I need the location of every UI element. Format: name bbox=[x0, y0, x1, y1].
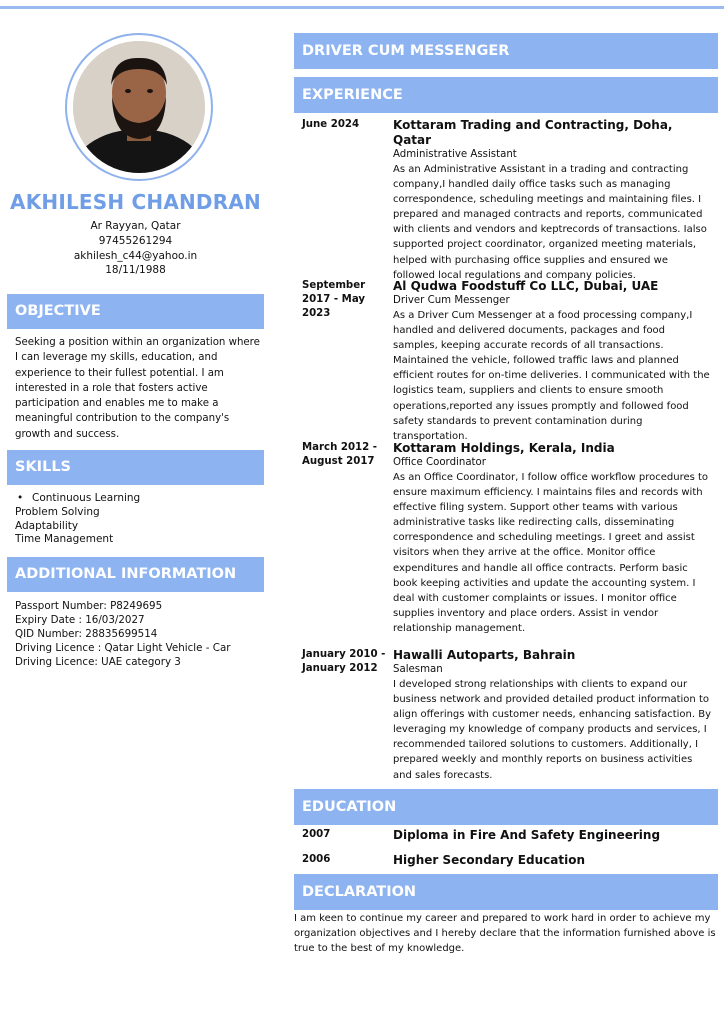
skill-item: Problem Solving bbox=[15, 505, 100, 518]
job-date: March 2012 - August 2017 bbox=[302, 442, 378, 467]
person-portrait-icon bbox=[73, 41, 205, 173]
declaration-text: I am keen to continue my career and prepared to work hard in order to achieve my organization objectives and I hereby declare that the information furnished above is true to the best of my knowledge. bbox=[294, 913, 716, 954]
contact-block bbox=[7, 219, 264, 278]
candidate-name: AKHILESH CHANDRAN bbox=[10, 190, 261, 214]
job-body bbox=[393, 279, 711, 444]
skills-heading: SKILLS bbox=[7, 450, 264, 485]
job-role: Office Coordinator bbox=[393, 457, 486, 468]
job-body bbox=[393, 648, 711, 783]
job-title-heading: DRIVER CUM MESSENGER bbox=[294, 33, 718, 69]
driving-licence-qatar: Driving Licence : Qatar Light Vehicle - Car bbox=[15, 641, 231, 654]
job-body bbox=[393, 441, 711, 636]
job-company: Al Qudwa Foodstuff Co LLC, Dubai, UAE bbox=[393, 279, 659, 293]
education-title: Diploma in Fire And Safety Engineering bbox=[393, 828, 661, 842]
passport-number: Passport Number: P8249695 bbox=[15, 600, 163, 612]
profile-photo-frame bbox=[65, 33, 213, 181]
skills-list bbox=[15, 492, 140, 547]
education-heading: EDUCATION bbox=[294, 789, 718, 825]
top-border-line bbox=[0, 6, 724, 9]
job-date: June 2024 bbox=[302, 119, 360, 130]
driving-licence-uae: Driving Licence: UAE category 3 bbox=[15, 655, 181, 668]
passport-expiry: Expiry Date : 16/03/2027 bbox=[15, 613, 145, 626]
job-description: As an Office Coordinator, I follow office workflow procedures to ensure maximum efficiency. I maintains files and records with effective filing system. Support other teams with various administrative tasks like redirecting calls, disseminating correspondence and scheduling meetings. I greet and assist visitors when they arrive at the office. Monitor office expenditures and handle all office contracts. Perform basic book keeping activities and update the accounting system. I deal with customer complaints or issues. I monitor office supplies inventory and place orders. Assist in vendor relationship management. bbox=[393, 472, 709, 634]
additional-info-heading: ADDITIONAL INFORMATION bbox=[7, 557, 264, 592]
job-body bbox=[393, 118, 711, 283]
job-date: September 2017 - May 2023 bbox=[302, 280, 366, 319]
declaration-heading: DECLARATION bbox=[294, 874, 718, 910]
objective-heading: OBJECTIVE bbox=[7, 294, 264, 329]
skill-item: Time Management bbox=[15, 533, 114, 546]
job-company: Kottaram Holdings, Kerala, India bbox=[393, 441, 615, 455]
job-role: Administrative Assistant bbox=[393, 149, 517, 160]
job-description: I developed strong relationships with clients to expand our business network and provided detailed product information to align offerings with customer needs, enhancing satisfaction. By leveraging my knowledge of company products and services, I recommended tailored solutions to customers. Additionally, I prepared weekly and monthly reports on business activities and sales forecasts. bbox=[393, 679, 712, 781]
objective-text: Seeking a position within an organization where I can leverage my skills, education, and experience to their fullest potential. I am interested in a role that fosters active participation and enables me to make a meaningful contribution to the company's growth and success. bbox=[15, 337, 260, 440]
job-description: As a Driver Cum Messenger at a food processing company,I handled and delivered documents, packages and food samples, keeping accurate records of all transactions. Maintained the vehicle, followed traffic laws and planned efficient routes for on-time deliveries. I communicated with the logistics team, suppliers and clients to ensure smooth operations,reported any issues promptly and followed food safety standards to prevent contamination during transportation. bbox=[393, 310, 710, 442]
date-of-birth: 18/11/1988 bbox=[105, 264, 166, 277]
profile-photo bbox=[73, 41, 205, 173]
job-company: Kottaram Trading and Contracting, Doha, Qatar bbox=[393, 118, 673, 147]
email-address: akhilesh_c44@yahoo.in bbox=[73, 249, 198, 262]
skill-item: Adaptability bbox=[15, 519, 79, 532]
job-company: Hawalli Autoparts, Bahrain bbox=[393, 648, 576, 662]
skill-item: • Continuous Learning bbox=[15, 492, 140, 506]
job-date: January 2010 - January 2012 bbox=[302, 649, 386, 674]
location: Ar Rayyan, Qatar bbox=[90, 220, 181, 232]
additional-info-list bbox=[15, 600, 231, 670]
job-role: Driver Cum Messenger bbox=[393, 295, 510, 306]
education-year: 2007 bbox=[302, 829, 331, 840]
education-year: 2006 bbox=[302, 854, 331, 865]
job-role: Salesman bbox=[393, 664, 443, 675]
education-title: Higher Secondary Education bbox=[393, 853, 585, 867]
job-description: As an Administrative Assistant in a trading and contracting company,I handled daily office tasks such as managing correspondence, scheduling meetings and maintaining files. I prepared and managed contracts and reports, communicated with clients and vendors and keptrecords of transactions. Ialso supported project coordinator, organized meeting materials, helped with purchasing office supplies and ensured we followed local regulations and company policies. bbox=[393, 164, 707, 281]
phone-number: 97455261294 bbox=[98, 234, 173, 247]
experience-heading: EXPERIENCE bbox=[294, 77, 718, 113]
qid-number: QID Number: 28835699514 bbox=[15, 627, 158, 640]
